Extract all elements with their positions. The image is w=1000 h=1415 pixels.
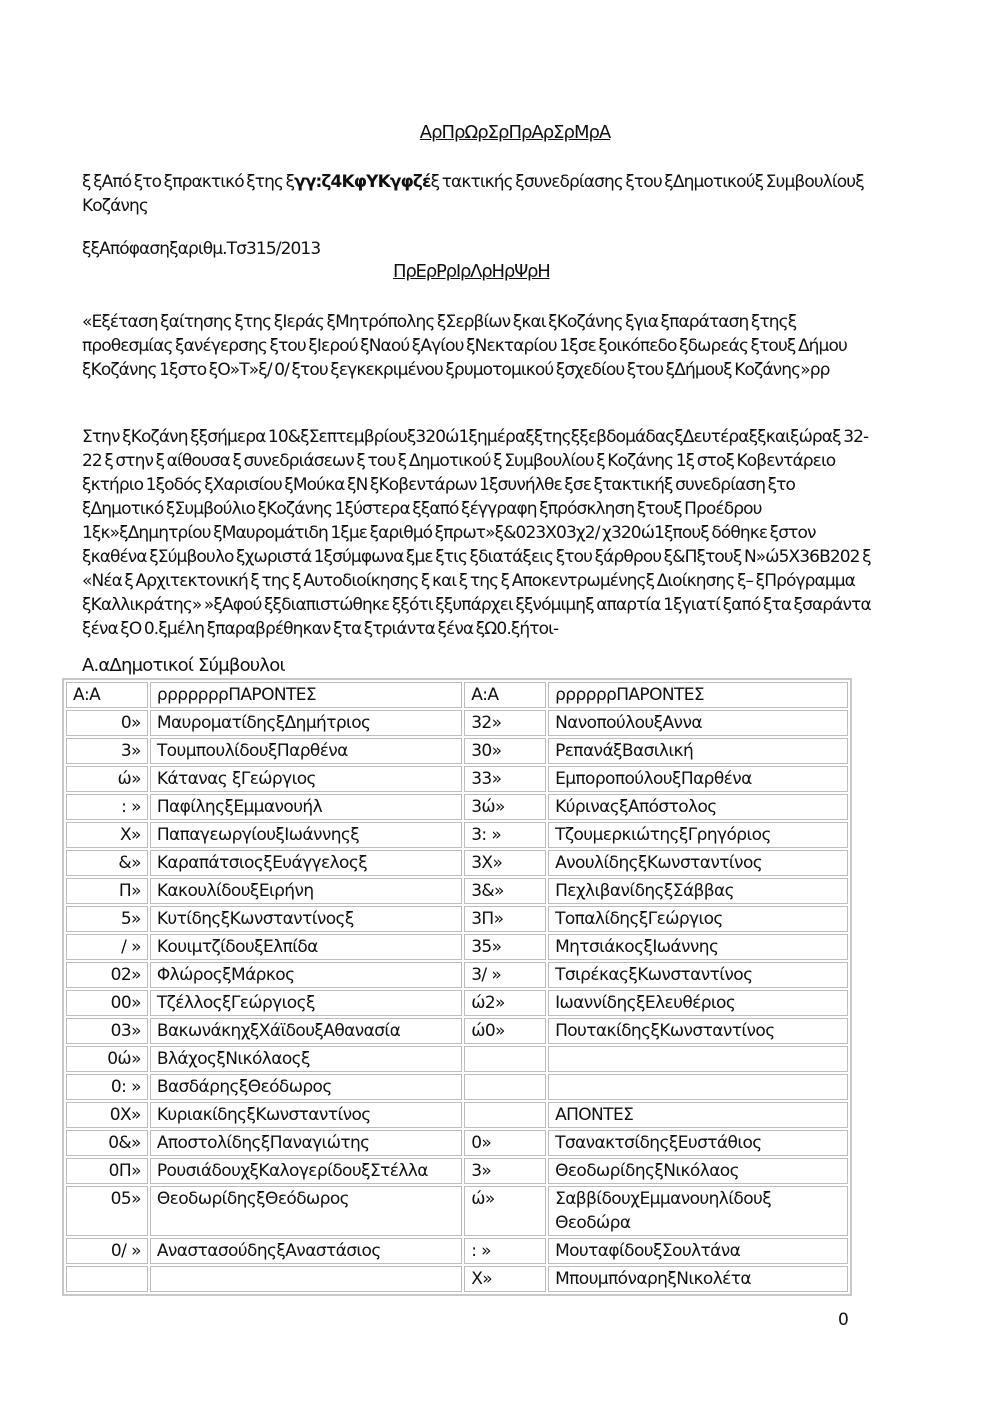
table-row bbox=[66, 906, 848, 932]
table-row bbox=[66, 1046, 848, 1072]
member-name-right: ΜουταφίδουξΣουλτάνα bbox=[548, 1238, 848, 1264]
row-number-left: 0: » bbox=[66, 1074, 148, 1100]
member-name-left: ΠαφίληςξΕμμανουήλ bbox=[150, 794, 462, 820]
member-name-right: ΠεχλιβανίδηςξΣάββας bbox=[548, 878, 848, 904]
table-row bbox=[66, 962, 848, 988]
subject-paragraph: «Εξέταση ξαίτησης ξτης ξΙεράς ξΜητρόπολης ξΣερβίων ξκαι ξΚοζάνης ξγια ξπαράταση ξτηςξ προθεσμίας ξανέγερσης ξτου ξΙερού ξΝαού ξΑγίου ξΝεκταρίου 1ξσε ξοικόπεδο ξδωρεάς ξτουξ Δήμου ξΚοζάνης 1ξστο ξΟ»Τ»ξ/ 0/ ξτου ξεγκεκριμένου ξρυμοτομικού ξσχεδίου ξτου ξΔήμουξ Κοζάνης»ρρ bbox=[82, 312, 847, 380]
row-number-left: 3» bbox=[66, 738, 148, 764]
member-name-left: ΚαραπάτσιοςξΕυάγγελοςξ bbox=[150, 850, 462, 876]
member-name-right: ΕμποροπούλουξΠαρθένα bbox=[548, 766, 848, 792]
member-name-right: ΤζουμερκιώτηςξΓρηγόριος bbox=[548, 822, 848, 848]
row-number-left: / » bbox=[66, 934, 148, 960]
table-row bbox=[66, 738, 848, 764]
member-name-right bbox=[548, 1074, 848, 1100]
row-number-right: 33» bbox=[464, 766, 546, 792]
table-row bbox=[66, 878, 848, 904]
row-number-right bbox=[464, 1102, 546, 1128]
member-name-right: ΑνουλίδηςξΚωνσταντίνος bbox=[548, 850, 848, 876]
table-row bbox=[66, 1266, 848, 1292]
member-name-left: ΜαυροματίδηςξΔημήτριος bbox=[150, 710, 462, 736]
member-name-right: ΙωαννίδηςξΕλευθέριος bbox=[548, 990, 848, 1016]
member-name-right: ΜπουμπόναρηξΝικολέτα bbox=[548, 1266, 848, 1292]
member-name-left: ΚυριακίδηςξΚωνσταντίνος bbox=[150, 1102, 462, 1128]
table-row bbox=[66, 1238, 848, 1264]
table-row bbox=[66, 1186, 848, 1236]
row-number-right: 3&» bbox=[464, 878, 546, 904]
table-row bbox=[66, 1130, 848, 1156]
member-name-right: ΚύριναςξΑπόστολος bbox=[548, 794, 848, 820]
table-row bbox=[66, 850, 848, 876]
member-name-left: ΘεοδωρίδηςξΘεόδωρος bbox=[150, 1186, 462, 1236]
row-number-right: 3ώ» bbox=[464, 794, 546, 820]
row-number-right: Χ» bbox=[464, 1266, 546, 1292]
member-name-right: ΜητσιάκοςξΙωάννης bbox=[548, 934, 848, 960]
table-body bbox=[66, 710, 848, 1292]
intro-suffix: ξ τακτικής ξσυνεδρίασης ξτου ξΔημοτικούξ Συμβουλίουξ Κοζάνης bbox=[82, 172, 864, 216]
row-number-right bbox=[464, 1046, 546, 1072]
member-name-left: ΚυτίδηςξΚωνσταντίνοςξ bbox=[150, 906, 462, 932]
table-row bbox=[66, 794, 848, 820]
row-number-left: ώ» bbox=[66, 766, 148, 792]
member-name-left: ΒλάχοςξΝικόλαοςξ bbox=[150, 1046, 462, 1072]
header-aa-2: Α:Α bbox=[464, 682, 546, 708]
member-name-left: ΚουιμτζίδουξΕλπίδα bbox=[150, 934, 462, 960]
row-number-left: Π» bbox=[66, 878, 148, 904]
member-name-right: ΘεοδωρίδηςξΝικόλαος bbox=[548, 1158, 848, 1184]
table-row bbox=[66, 822, 848, 848]
row-number-right: 35» bbox=[464, 934, 546, 960]
member-name-left: ΚακουλίδουξΕιρήνη bbox=[150, 878, 462, 904]
table-row bbox=[66, 1074, 848, 1100]
table-row bbox=[66, 710, 848, 736]
row-number-right: 3Χ» bbox=[464, 850, 546, 876]
row-number-right: ώ0» bbox=[464, 1018, 546, 1044]
member-name-right: ΤσανακτσίδηςξΕυστάθιος bbox=[548, 1130, 848, 1156]
member-name-right: ΣαββίδουχΕμμανουηλίδουξ Θεοδώρα bbox=[548, 1186, 848, 1236]
session-code: γγ:ζ4ΚφΥΚγφζέ bbox=[294, 172, 431, 192]
row-number-left: : » bbox=[66, 794, 148, 820]
header-present-1: ρρρρρρρΠΑΡΟΝΤΕΣ bbox=[150, 682, 462, 708]
section-title: Α.αΔημοτικοί Σύμβουλοι bbox=[82, 655, 285, 676]
summary-heading: ΠρΕρΡρΙρΛρΗρΨρΗ bbox=[393, 261, 550, 282]
table-row bbox=[66, 990, 848, 1016]
table-row bbox=[66, 934, 848, 960]
row-number-left: 03» bbox=[66, 1018, 148, 1044]
row-number-left: 0» bbox=[66, 710, 148, 736]
row-number-left: 00» bbox=[66, 990, 148, 1016]
row-number-left: &» bbox=[66, 850, 148, 876]
member-name-left: ΡουσιάδουχξΚαλογερίδουξΣτέλλα bbox=[150, 1158, 462, 1184]
member-name-right: ΤσιρέκαςξΚωνσταντίνος bbox=[548, 962, 848, 988]
header-present-2: ρρρρρρΠΑΡΟΝΤΕΣ bbox=[548, 682, 848, 708]
header-aa-1: Α:Α bbox=[66, 682, 148, 708]
member-name-right: ΑΠΟΝΤΕΣ bbox=[548, 1102, 848, 1128]
row-number-left: 0Χ» bbox=[66, 1102, 148, 1128]
member-name-right: ΡεπανάξΒασιλική bbox=[548, 738, 848, 764]
table-row bbox=[66, 766, 848, 792]
row-number-right: : » bbox=[464, 1238, 546, 1264]
row-number-right: 0» bbox=[464, 1130, 546, 1156]
member-name-left: ΠαπαγεωργίουξΙωάννηςξ bbox=[150, 822, 462, 848]
row-number-left: 5» bbox=[66, 906, 148, 932]
row-number-left: 0&» bbox=[66, 1130, 148, 1156]
member-name-left: ΦλώροςξΜάρκος bbox=[150, 962, 462, 988]
row-number-right: ώ» bbox=[464, 1186, 546, 1236]
row-number-right bbox=[464, 1074, 546, 1100]
member-name-left: ΒακωνάκηχξΧάϊδουξΑθανασία bbox=[150, 1018, 462, 1044]
table-row bbox=[66, 1018, 848, 1044]
member-name-left: ΤουμπουλίδουξΠαρθένα bbox=[150, 738, 462, 764]
member-name-left: ΑναστασούδηςξΑναστάσιος bbox=[150, 1238, 462, 1264]
row-number-right: 3/ » bbox=[464, 962, 546, 988]
member-name-left: ΑποστολίδηςξΠαναγιώτης bbox=[150, 1130, 462, 1156]
member-name-left: ΤζέλλοςξΓεώργιοςξ bbox=[150, 990, 462, 1016]
member-name-left: Κάτανας ξΓεώργιος bbox=[150, 766, 462, 792]
body-paragraph: Στην ξΚοζάνη ξξσήμερα 10&ξΣεπτεμβρίουξ320ώ1ξημέραξξτηςξξεβδομάδαςξΔευτέραξξκαιξώραξ 32-22 ξ στην ξ αίθουσα ξ συνεδριάσεων ξ του ξ Δημοτικού ξ Συμβουλίου ξ Κοζάνης 1ξ στοξ Κοβεντάρειο ξκτήριο 1ξοδός ξΧαρισίου ξΜούκα ξΝ ξΚοβεντάρων 1ξσυνήλθε ξσε ξτακτικήξ συνεδρίαση ξτο ξΔημοτικό ξΣυμβούλιο ξΚοζάνης 1ξύστερα ξξαπό ξέγγραφη ξπρόσκληση ξτουξ Προέδρου 1ξκ»ξΔημητρίου ξΜαυρομάτιδη 1ξμε ξαριθμό ξπρωτ»ξ&023Χ03χ2/ χ320ώ1ξπουξ δόθηκε ξστον ξκαθένα ξΣύμβουλο ξχωριστά 1ξσύμφωνα ξμε ξτις ξδιατάξεις ξτου ξάρθρου ξ&Πξτουξ Ν»ώ5Χ36Β202 ξ «Νέα ξ Αρχιτεκτονική ξ της ξ Αυτοδιοίκησης ξ και ξ της ξ Αποκεντρωμένηςξ Διοίκησης ξ– ξΠρόγραμμα ξΚαλλικράτης» »ξΑφού ξξδιαπιστώθηκε ξξότι ξξυπάρχει ξξνόμιμηξ απαρτία 1ξγιατί ξαπό ξτα ξσαράντα ξένα ξΟ 0.ξμέλη ξπαραβρέθηκαν ξτα ξτριάντα ξένα ξΩ0.ξήτοι- bbox=[82, 427, 871, 639]
members-table bbox=[62, 678, 852, 1296]
row-number-right: 3» bbox=[464, 1158, 546, 1184]
row-number-right: ώ2» bbox=[464, 990, 546, 1016]
member-name-right: ΝανοπούλουξΑννα bbox=[548, 710, 848, 736]
row-number-right: 32» bbox=[464, 710, 546, 736]
row-number-left: 0/ » bbox=[66, 1238, 148, 1264]
row-number-left: 02» bbox=[66, 962, 148, 988]
intro-paragraph bbox=[82, 170, 872, 218]
member-name-left bbox=[150, 1266, 462, 1292]
row-number-right: 30» bbox=[464, 738, 546, 764]
member-name-right: ΤοπαλίδηςξΓεώργιος bbox=[548, 906, 848, 932]
row-number-right: 3Π» bbox=[464, 906, 546, 932]
decision-number: ξξΑπόφασηξαριθμ.Τσ315/2013 bbox=[82, 239, 321, 259]
row-number-left: Χ» bbox=[66, 822, 148, 848]
intro-prefix: ξ ξΑπό ξτο ξπρακτικό ξτης ξ bbox=[82, 172, 295, 192]
member-name-right: ΠουτακίδηςξΚωνσταντίνος bbox=[548, 1018, 848, 1044]
row-number-right: 3: » bbox=[464, 822, 546, 848]
document-title: ΑρΠρΩρΣρΠρΑρΣρΜρΑ bbox=[419, 122, 611, 143]
member-name-left: ΒασδάρηςξΘεόδωρος bbox=[150, 1074, 462, 1100]
row-number-left: 0Π» bbox=[66, 1158, 148, 1184]
row-number-left: 05» bbox=[66, 1186, 148, 1236]
table-row bbox=[66, 1102, 848, 1128]
row-number-left: 0ώ» bbox=[66, 1046, 148, 1072]
page-number: 0 bbox=[838, 1310, 849, 1330]
row-number-left bbox=[66, 1266, 148, 1292]
table-header-row bbox=[66, 682, 848, 708]
table-row bbox=[66, 1158, 848, 1184]
member-name-right bbox=[548, 1046, 848, 1072]
